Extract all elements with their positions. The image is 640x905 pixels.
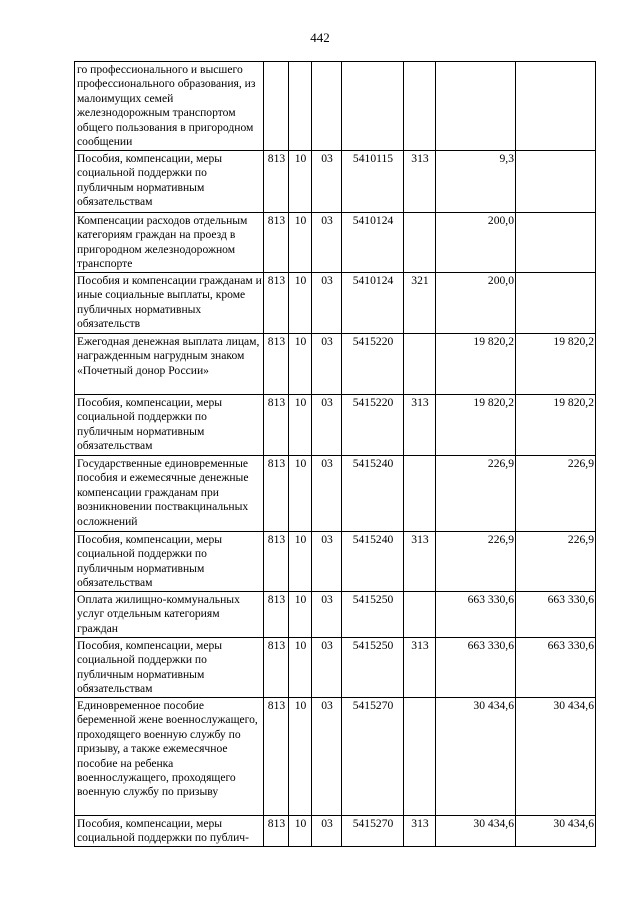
amount-2-cell [516,213,596,273]
section-code-cell: 10 [289,395,312,456]
amount-1-cell: 9,3 [436,151,516,213]
subsection-code-cell: 03 [312,151,342,213]
section-code-cell: 10 [289,592,312,638]
ministry-code-cell: 813 [264,816,289,847]
ministry-code-cell: 813 [264,151,289,213]
section-code-cell: 10 [289,456,312,532]
subsection-code-cell: 03 [312,334,342,395]
row-name-cell: Пособия, компенсации, меры социальной поддержки по публичным нормативным обязательствам [75,395,264,456]
amount-1-cell: 19 820,2 [436,395,516,456]
expense-type-cell [404,698,436,816]
subsection-code-cell: 03 [312,456,342,532]
amount-1-cell: 200,0 [436,273,516,334]
row-name-cell: Пособия, компенсации, меры социальной поддержки по публичным нормативным обязательствам [75,151,264,213]
section-code-cell: 10 [289,213,312,273]
table-row [75,62,596,151]
amount-2-cell: 226,9 [516,456,596,532]
table-row [75,395,596,456]
ministry-code-cell: 813 [264,213,289,273]
amount-2-cell [516,273,596,334]
amount-1-cell: 226,9 [436,532,516,592]
amount-2-cell: 30 434,6 [516,698,596,816]
row-name-cell: Пособия, компенсации, меры социальной поддержки по публич- [75,816,264,847]
article-code-cell: 5410115 [342,151,404,213]
section-code-cell: 10 [289,532,312,592]
section-code-cell: 10 [289,273,312,334]
section-code-cell: 10 [289,151,312,213]
row-name-cell: Единовременное пособие беременной жене военнослужащего, проходящего военную службу по призыву, а также ежемесячное пособие на ребенка военнослужащего, проходящего военную службу по призыву [75,698,264,816]
table-row [75,213,596,273]
row-name-cell: Оплата жилищно-коммунальных услуг отдельным категориям граждан [75,592,264,638]
table-row [75,151,596,213]
subsection-code-cell: 03 [312,638,342,698]
expense-type-cell [404,592,436,638]
table-row [75,638,596,698]
section-code-cell: 10 [289,638,312,698]
amount-2-cell [516,62,596,151]
amount-2-cell: 19 820,2 [516,334,596,395]
subsection-code-cell: 03 [312,273,342,334]
amount-1-cell: 663 330,6 [436,638,516,698]
amount-2-cell: 19 820,2 [516,395,596,456]
subsection-code-cell: 03 [312,395,342,456]
subsection-code-cell: 03 [312,532,342,592]
subsection-code-cell: 03 [312,592,342,638]
article-code-cell: 5415220 [342,395,404,456]
amount-1-cell: 663 330,6 [436,592,516,638]
ministry-code-cell: 813 [264,592,289,638]
expense-type-cell: 313 [404,638,436,698]
table-row [75,592,596,638]
article-code-cell: 5415250 [342,638,404,698]
ministry-code-cell: 813 [264,532,289,592]
expense-type-cell [404,334,436,395]
table-row [75,334,596,395]
expense-type-cell: 313 [404,151,436,213]
amount-2-cell [516,151,596,213]
ministry-code-cell [264,62,289,151]
amount-1-cell: 200,0 [436,213,516,273]
row-name-cell: Пособия, компенсации, меры социальной поддержки по публичным нормативным обязательствам [75,638,264,698]
ministry-code-cell: 813 [264,698,289,816]
ministry-code-cell: 813 [264,334,289,395]
expense-type-cell [404,456,436,532]
article-code-cell: 5415270 [342,698,404,816]
table-row [75,532,596,592]
expense-type-cell [404,62,436,151]
ministry-code-cell: 813 [264,395,289,456]
amount-1-cell: 19 820,2 [436,334,516,395]
section-code-cell [289,62,312,151]
amount-1-cell: 226,9 [436,456,516,532]
subsection-code-cell [312,62,342,151]
row-name-cell: го профессионального и высшего профессионального образования, из малоимущих семей железнодорожным транспортом общего пользования в пригородном сообщении [75,62,264,151]
article-code-cell: 5410124 [342,213,404,273]
table-row [75,698,596,816]
amount-2-cell: 663 330,6 [516,638,596,698]
row-name-cell: Пособия и компенсации гражданам и иные социальные выплаты, кроме публичных нормативных обязательств [75,273,264,334]
ministry-code-cell: 813 [264,456,289,532]
amount-2-cell: 663 330,6 [516,592,596,638]
amount-1-cell [436,62,516,151]
row-name-cell: Ежегодная денежная выплата лицам, награжденным нагрудным знаком «Почетный донор России» [75,334,264,395]
amount-2-cell: 226,9 [516,532,596,592]
article-code-cell: 5415270 [342,816,404,847]
row-name-cell: Пособия, компенсации, меры социальной поддержки по публичным нормативным обязательствам [75,532,264,592]
row-name-cell: Компенсации расходов отдельным категориям граждан на проезд в пригородном железнодорожном транспорте [75,213,264,273]
subsection-code-cell: 03 [312,698,342,816]
table-row [75,456,596,532]
article-code-cell: 5415240 [342,456,404,532]
ministry-code-cell: 813 [264,273,289,334]
row-name-cell: Государственные единовременные пособия и ежемесячные денежные компенсации гражданам при возникновении поствакцинальных осложнений [75,456,264,532]
ministry-code-cell: 813 [264,638,289,698]
expense-type-cell [404,213,436,273]
section-code-cell: 10 [289,334,312,395]
budget-table [74,61,596,847]
table-row [75,816,596,847]
article-code-cell: 5415250 [342,592,404,638]
article-code-cell: 5410124 [342,273,404,334]
amount-1-cell: 30 434,6 [436,698,516,816]
subsection-code-cell: 03 [312,213,342,273]
section-code-cell: 10 [289,698,312,816]
table-row [75,273,596,334]
amount-2-cell: 30 434,6 [516,816,596,847]
expense-type-cell: 313 [404,395,436,456]
article-code-cell: 5415220 [342,334,404,395]
page-number: 442 [310,30,330,45]
subsection-code-cell: 03 [312,816,342,847]
budget-table-body [75,62,596,847]
expense-type-cell: 321 [404,273,436,334]
amount-1-cell: 30 434,6 [436,816,516,847]
expense-type-cell: 313 [404,532,436,592]
expense-type-cell: 313 [404,816,436,847]
article-code-cell [342,62,404,151]
section-code-cell: 10 [289,816,312,847]
article-code-cell: 5415240 [342,532,404,592]
